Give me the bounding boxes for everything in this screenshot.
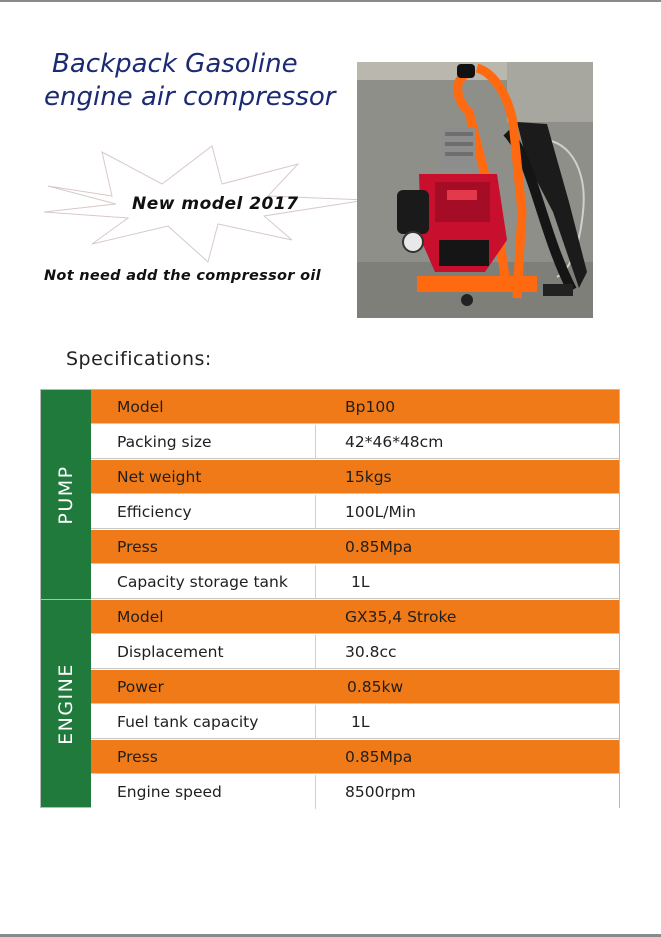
spec-name: Efficiency <box>117 503 192 521</box>
spec-name: Power <box>117 678 164 696</box>
table-row <box>91 600 619 634</box>
table-row <box>91 565 619 599</box>
spec-value: 30.8cc <box>345 643 397 661</box>
spec-name: Press <box>117 538 158 556</box>
table-row <box>91 740 619 774</box>
table-row <box>91 390 619 424</box>
spec-name: Model <box>117 398 164 416</box>
product-title <box>44 48 354 114</box>
spec-name: Model <box>117 608 164 626</box>
spec-value: 1L <box>351 573 370 591</box>
spec-value: 0.85Mpa <box>345 538 413 556</box>
group-band-engine <box>41 600 91 807</box>
product-title-line1: Backpack Gasoline <box>52 49 298 79</box>
table-row <box>91 530 619 564</box>
table-row <box>91 775 619 809</box>
spec-value: 0.85kw <box>347 678 404 696</box>
spec-name: Displacement <box>117 643 224 661</box>
group-label-engine: ENGINE <box>55 662 77 745</box>
table-row <box>91 670 619 704</box>
product-photo <box>357 62 593 318</box>
spec-name: Net weight <box>117 468 202 486</box>
spec-name: Packing size <box>117 433 212 451</box>
table-row <box>91 705 619 739</box>
table-row <box>91 460 619 494</box>
specifications-heading: Specifications: <box>66 348 212 370</box>
product-title-line2: engine air compressor <box>44 82 336 112</box>
table-row <box>91 425 619 459</box>
spec-value: GX35,4 Stroke <box>345 608 457 626</box>
group-band-pump <box>41 390 91 599</box>
spec-value: 0.85Mpa <box>345 748 413 766</box>
no-oil-note: Not need add the compressor oil <box>44 268 321 284</box>
table-row <box>91 635 619 669</box>
spec-table <box>40 389 620 808</box>
spec-value: Bp100 <box>345 398 396 416</box>
spec-name: Fuel tank capacity <box>117 713 259 731</box>
spec-value: 8500rpm <box>345 783 416 801</box>
page-top-border <box>0 0 661 2</box>
new-model-label: New model 2017 <box>132 194 299 214</box>
spec-value: 15kgs <box>345 468 392 486</box>
spec-value: 1L <box>351 713 370 731</box>
table-row <box>91 495 619 529</box>
spec-name: Capacity storage tank <box>117 573 288 591</box>
spec-name: Press <box>117 748 158 766</box>
group-label-pump: PUMP <box>55 464 77 525</box>
spec-value: 42*46*48cm <box>345 433 444 451</box>
spec-name: Engine speed <box>117 783 222 801</box>
spec-value: 100L/Min <box>345 503 416 521</box>
